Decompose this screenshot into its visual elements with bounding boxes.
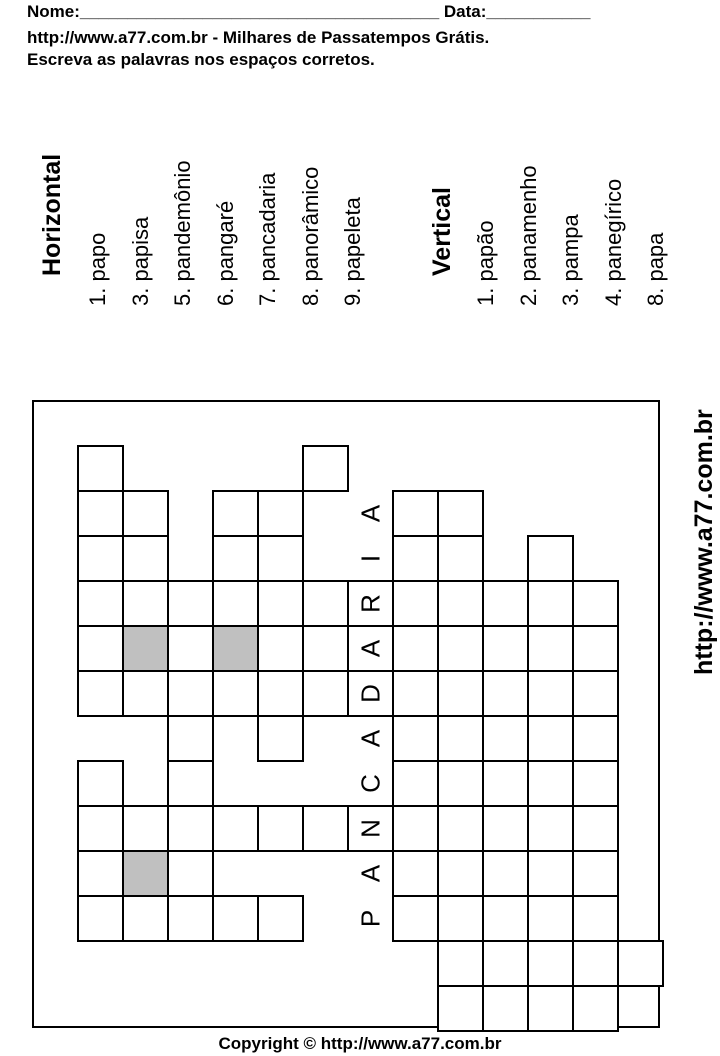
grid-cell[interactable] [438,806,483,851]
grid-cell[interactable] [168,581,213,626]
grid-cell[interactable] [483,806,528,851]
grid-cell[interactable] [528,761,573,806]
grid-cell[interactable] [573,851,618,896]
horizontal-clue: 8. panorâmico [297,166,323,306]
vertical-clue: 8. papa [643,232,668,306]
grid-cell[interactable] [303,806,348,851]
grid-cell[interactable] [393,671,438,716]
grid-cell[interactable] [438,536,483,581]
grid-cell[interactable] [213,581,258,626]
grid-cell[interactable] [528,626,573,671]
shaded-cell [123,851,168,896]
grid-cell[interactable] [168,716,213,761]
grid-cell[interactable] [78,806,123,851]
grid-cell[interactable] [438,671,483,716]
grid-cell[interactable] [438,581,483,626]
grid-cell[interactable] [573,671,618,716]
grid-cell[interactable] [213,806,258,851]
grid-cell[interactable] [168,626,213,671]
horizontal-clue: 9. papeleta [340,197,365,306]
grid-cell[interactable] [303,581,348,626]
grid-cell[interactable] [528,671,573,716]
grid-cell[interactable] [393,716,438,761]
grid-cell[interactable] [213,491,258,536]
grid-cell[interactable] [123,806,168,851]
grid-letter: D [355,684,386,703]
vertical-clue: 4. panegírico [600,178,626,306]
grid-cell[interactable] [258,491,303,536]
grid-cell[interactable] [393,896,438,941]
grid-cell[interactable] [123,491,168,536]
grid-cell[interactable] [483,761,528,806]
grid-cell[interactable] [483,896,528,941]
side-url: http://www.a77.com.br [690,409,718,675]
grid-cell[interactable] [393,491,438,536]
grid-cell[interactable] [168,896,213,941]
grid-cell[interactable] [78,581,123,626]
grid-cell[interactable] [483,581,528,626]
grid-cell[interactable] [528,716,573,761]
grid-cell[interactable] [573,761,618,806]
grid-cell[interactable] [573,581,618,626]
grid-cell[interactable] [78,671,123,716]
grid-letter: C [355,774,386,793]
grid-cell[interactable] [483,941,528,986]
grid-letter: A [355,729,386,748]
grid-cell[interactable] [573,806,618,851]
grid-cell[interactable] [78,851,123,896]
grid-cell[interactable] [573,986,618,1031]
vertical-heading: Vertical [428,187,456,276]
grid-cell[interactable] [528,536,573,581]
grid-cell[interactable] [123,581,168,626]
grid-cell[interactable] [528,986,573,1031]
vertical-clue: 3. pampa [558,214,583,306]
grid-cell[interactable] [258,806,303,851]
grid-cell[interactable] [258,896,303,941]
grid-cell[interactable] [438,491,483,536]
grid-cell[interactable] [438,896,483,941]
grid-cell[interactable] [78,491,123,536]
grid-cell[interactable] [528,896,573,941]
grid-cell[interactable] [123,671,168,716]
grid-cell[interactable] [258,581,303,626]
grid-cell[interactable] [213,671,258,716]
vertical-clue: 2. panamenho [515,165,541,306]
grid-cell[interactable] [393,851,438,896]
grid-cell[interactable] [303,671,348,716]
grid-cell[interactable] [618,941,663,986]
vertical-clue: 1. papão [473,220,498,306]
instruction: Escreva as palavras nos espaços corretos. [27,50,375,69]
horizontal-clue: 1. papo [85,232,110,306]
grid-cell[interactable] [528,941,573,986]
grid-cell[interactable] [258,716,303,761]
grid-cell[interactable] [573,716,618,761]
grid-cell[interactable] [168,851,213,896]
grid-cell[interactable] [573,626,618,671]
grid-cell[interactable] [213,536,258,581]
horizontal-clue: 7. pancadaria [255,172,280,306]
grid-cell[interactable] [393,626,438,671]
grid-letter: P [355,909,386,928]
grid-cell[interactable] [528,806,573,851]
grid-cell[interactable] [123,896,168,941]
grid-cell[interactable] [258,671,303,716]
grid-cell[interactable] [168,806,213,851]
grid-cell[interactable] [78,761,123,806]
grid-cell[interactable] [573,941,618,986]
grid-cell[interactable] [438,626,483,671]
horizontal-clue: 5. pandemônio [170,160,195,306]
grid-cell[interactable] [573,896,618,941]
grid-letter: A [355,864,386,883]
site-line: http://www.a77.com.br - Milhares de Passatempos Grátis. [27,28,490,47]
horizontal-clue: 3. papisa [127,216,153,306]
grid-cell[interactable] [438,851,483,896]
grid-cell[interactable] [123,536,168,581]
grid-cell[interactable] [168,671,213,716]
grid-cell[interactable] [483,851,528,896]
grid-cell[interactable] [393,806,438,851]
grid-cell[interactable] [438,761,483,806]
grid-cell[interactable] [303,626,348,671]
shaded-cell [123,626,168,671]
horizontal-clue: 6. pangaré [212,200,238,306]
grid-cell[interactable] [78,626,123,671]
shaded-cell [213,626,258,671]
grid-letter: I [355,554,386,563]
grid-cell[interactable] [483,626,528,671]
grid-letter: R [355,594,386,613]
grid-cell[interactable] [483,716,528,761]
grid-letter: A [355,639,386,658]
grid-cell[interactable] [393,536,438,581]
name-date-line: Nome:______________________________________ Data:___________ [27,2,591,21]
grid-letter: N [355,819,386,838]
grid-cell[interactable] [393,581,438,626]
grid-cell[interactable] [483,671,528,716]
grid-cell[interactable] [528,581,573,626]
grid-cell[interactable] [303,446,348,491]
copyright: Copyright © http://www.a77.com.br [218,1034,502,1053]
horizontal-heading: Horizontal [38,153,66,276]
grid-cell[interactable] [78,446,123,491]
grid-cell[interactable] [438,941,483,986]
grid-cell[interactable] [483,986,528,1031]
grid-cell[interactable] [168,761,213,806]
grid-cell[interactable] [393,761,438,806]
grid-letter: A [355,504,386,523]
grid-cell[interactable] [438,716,483,761]
grid-cell[interactable] [213,896,258,941]
grid-cell[interactable] [528,851,573,896]
grid-cell[interactable] [438,986,483,1031]
grid-cell[interactable] [78,896,123,941]
grid-cell[interactable] [258,626,303,671]
grid-cell[interactable] [78,536,123,581]
grid-cell[interactable] [258,536,303,581]
